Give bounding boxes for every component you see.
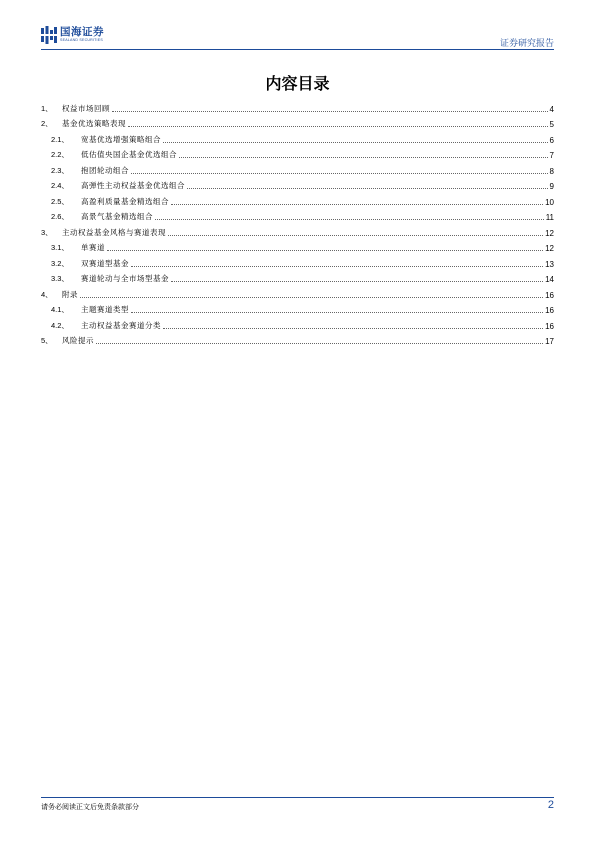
toc-entry-number: 3.1、 <box>51 243 69 252</box>
toc-entry[interactable] <box>41 160 554 176</box>
toc-leader-dots <box>131 311 543 313</box>
toc-entry-label: 主动权益基金赛道分类 <box>81 320 161 330</box>
toc-entry-page: 7 <box>549 151 554 160</box>
toc-leader-dots <box>96 342 543 344</box>
logo-mark-icon <box>41 26 57 44</box>
toc-entry[interactable] <box>41 129 554 145</box>
toc-entry-page: 16 <box>545 321 554 331</box>
footer-divider <box>41 797 554 798</box>
toc-leader-dots <box>171 203 543 205</box>
toc-entry-page: 12 <box>545 244 554 253</box>
toc-entry-label: 主题赛道类型 <box>81 305 129 314</box>
toc-entry[interactable] <box>41 284 554 300</box>
toc-leader-dots <box>187 187 548 189</box>
toc-entry-label: 基金优选策略表现 <box>62 119 126 128</box>
toc-entry-label: 赛道轮动与全市场型基金 <box>81 274 169 283</box>
toc-entry-label: 单赛道 <box>81 243 105 252</box>
toc-entry-page: 13 <box>545 259 554 269</box>
toc-entry-label: 宽基优选增强策略组合 <box>81 134 161 144</box>
toc-entry-number: 4.1、 <box>51 305 69 314</box>
toc-entry-number: 2.5、 <box>51 196 69 206</box>
toc-entry-number: 3.3、 <box>51 274 69 283</box>
toc-entry[interactable] <box>41 331 554 347</box>
toc-entry-page: 12 <box>545 228 554 238</box>
toc-entry-page: 10 <box>545 197 554 207</box>
toc-leader-dots <box>107 249 543 251</box>
page-header <box>41 26 554 50</box>
logo-name-en: SEALAND SECURITIES <box>60 38 103 43</box>
table-of-contents <box>41 98 554 346</box>
toc-entry-number: 3.2、 <box>51 258 69 268</box>
toc-entry[interactable] <box>41 145 554 161</box>
toc-entry-number: 2.3、 <box>51 165 69 175</box>
toc-entry-number: 4、 <box>41 289 53 299</box>
toc-entry-page: 6 <box>549 135 554 145</box>
toc-entry-page: 9 <box>549 182 554 191</box>
footer-disclaimer: 请务必阅读正文后免责条款部分 <box>41 803 139 811</box>
logo-name-cn: 国海证券 <box>60 26 104 39</box>
toc-entry-page: 14 <box>545 275 554 284</box>
toc-entry-page: 4 <box>549 104 554 114</box>
toc-leader-dots <box>163 141 548 143</box>
toc-entry[interactable] <box>41 315 554 331</box>
toc-entry-label: 双赛道型基金 <box>81 258 129 268</box>
toc-leader-dots <box>112 110 548 112</box>
toc-entry[interactable] <box>41 114 554 130</box>
page-title: 内容目录 <box>265 74 330 93</box>
toc-entry-page: 16 <box>545 306 554 315</box>
toc-entry-number: 2.2、 <box>51 150 69 159</box>
toc-entry-page: 5 <box>549 120 554 129</box>
toc-leader-dots <box>131 265 543 267</box>
toc-entry-number: 1、 <box>41 103 53 113</box>
toc-entry[interactable] <box>41 207 554 223</box>
toc-leader-dots <box>131 172 548 174</box>
toc-entry-number: 2、 <box>41 119 53 128</box>
toc-entry-number: 2.4、 <box>51 181 69 190</box>
toc-entry-label: 高盈利质量基金精选组合 <box>81 196 169 206</box>
toc-entry-label: 主动权益基金风格与赛道表现 <box>62 227 166 237</box>
document-type: 证券研究报告 <box>499 39 554 49</box>
toc-leader-dots <box>168 234 543 236</box>
toc-entry-label: 权益市场回顾 <box>62 103 110 113</box>
toc-leader-dots <box>171 280 543 282</box>
header-divider <box>41 49 554 50</box>
toc-entry-label: 低估值央国企基金优选组合 <box>81 150 177 159</box>
toc-entry-page: 16 <box>545 290 554 300</box>
toc-entry[interactable] <box>41 176 554 192</box>
toc-entry[interactable] <box>41 253 554 269</box>
toc-leader-dots <box>128 125 548 127</box>
toc-leader-dots <box>80 296 543 298</box>
toc-entry[interactable] <box>41 300 554 316</box>
toc-entry-number: 2.6、 <box>51 212 69 221</box>
toc-entry-number: 5、 <box>41 336 53 345</box>
toc-entry-label: 高弹性主动权益基金优选组合 <box>81 181 185 190</box>
toc-entry-page: 11 <box>545 213 554 222</box>
company-logo <box>41 26 104 44</box>
toc-entry-label: 附录 <box>62 289 78 299</box>
toc-entry[interactable] <box>41 238 554 254</box>
toc-entry-label: 抱团轮动组合 <box>81 165 129 175</box>
toc-entry-label: 高景气基金精选组合 <box>81 212 153 221</box>
page-number: 2 <box>547 799 554 811</box>
toc-leader-dots <box>179 156 548 158</box>
toc-entry-page: 17 <box>545 337 554 346</box>
toc-entry-page: 8 <box>549 166 554 176</box>
toc-entry-number: 3、 <box>41 227 53 237</box>
toc-entry-label: 风险提示 <box>62 336 94 345</box>
toc-entry-number: 2.1、 <box>51 134 69 144</box>
toc-leader-dots <box>155 218 544 220</box>
toc-entry[interactable] <box>41 222 554 238</box>
toc-entry[interactable] <box>41 269 554 285</box>
toc-entry-number: 4.2、 <box>51 320 69 330</box>
toc-entry[interactable] <box>41 191 554 207</box>
toc-entry[interactable] <box>41 98 554 114</box>
toc-leader-dots <box>163 327 543 329</box>
